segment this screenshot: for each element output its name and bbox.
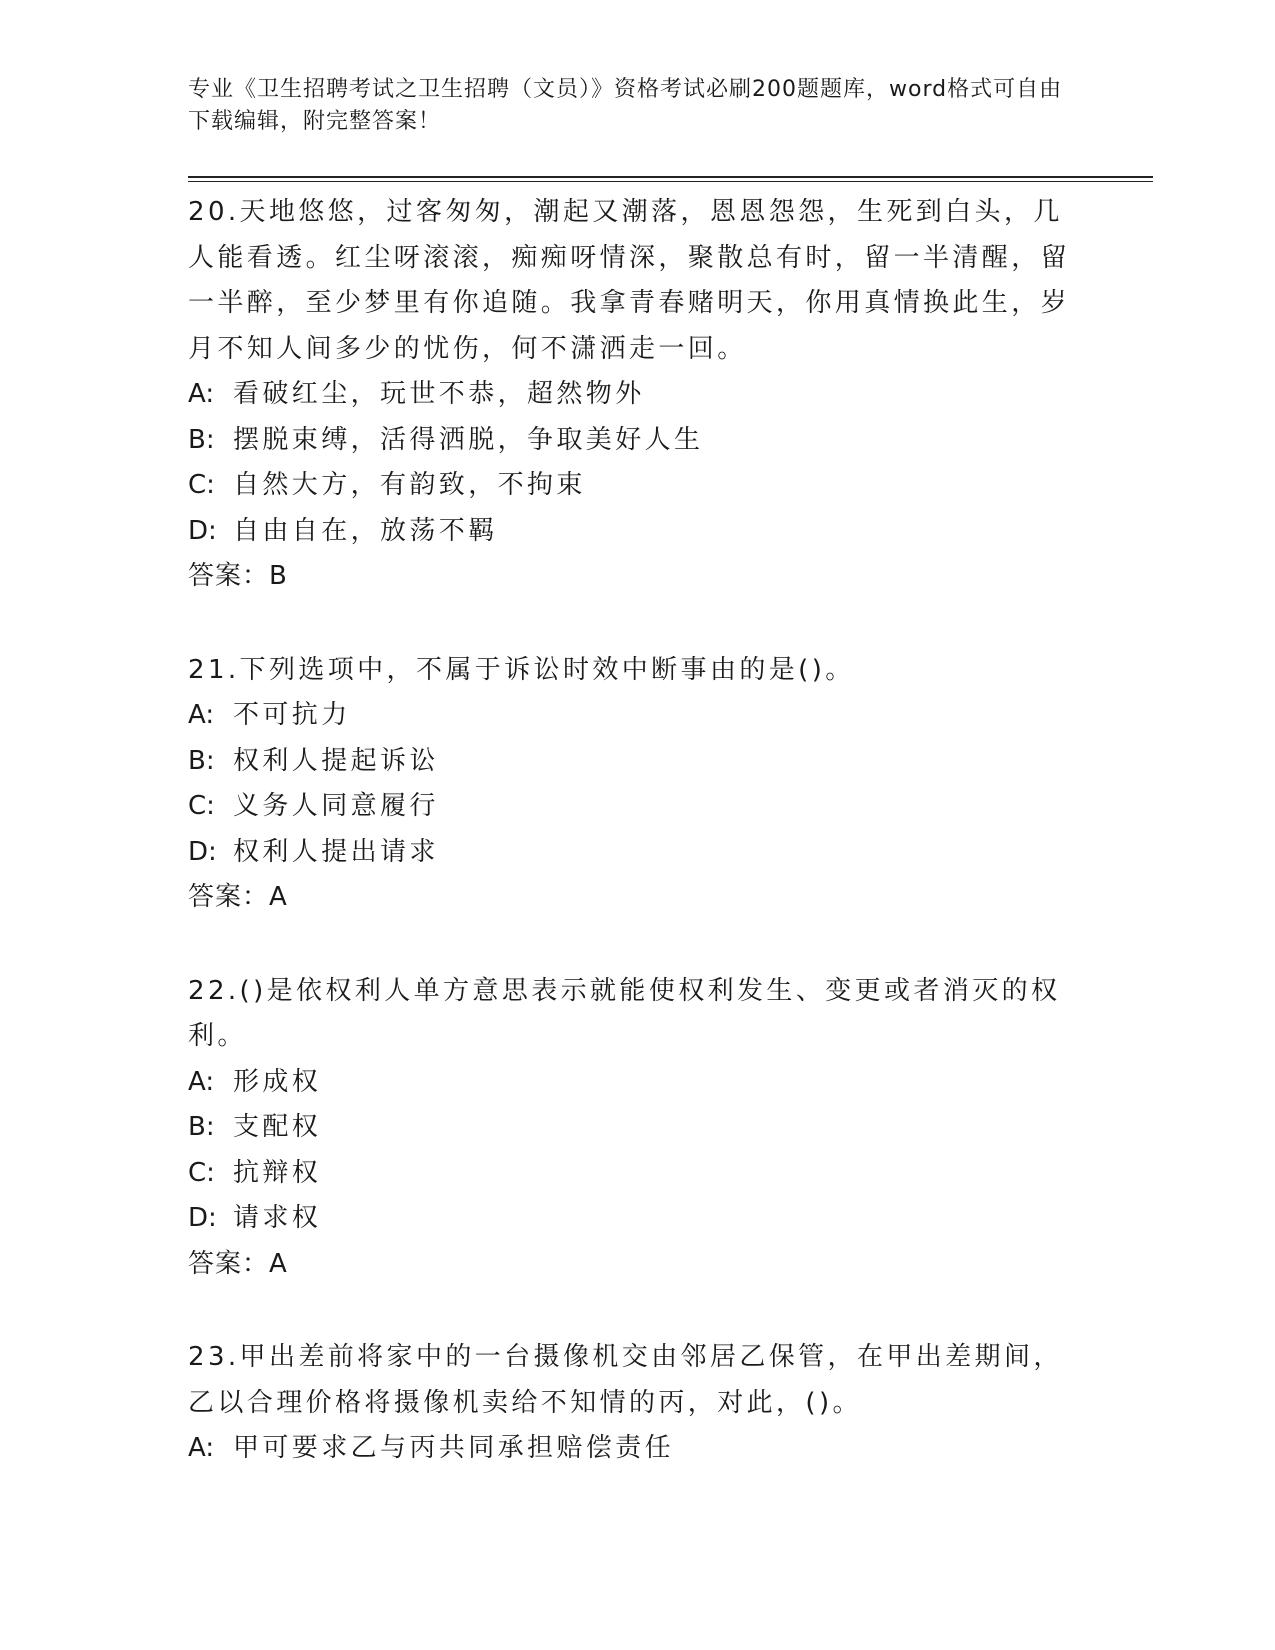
question-22 [188,969,1088,1288]
question-stem: 23.甲出差前将家中的一台摄像机交由邻居乙保管，在甲出差期间，乙以合理价格将摄像机卖给不知情的丙，对此，()。 [188,1342,1063,1418]
option-text: 甲可要求乙与丙共同承担赔偿责任 [233,1433,675,1463]
question-list [188,190,1088,1520]
document-header: 专业《卫生招聘考试之卫生招聘（文员）》资格考试必刷200题题库，word格式可自由下载编辑，附完整答案！ [188,77,1063,134]
option-a [188,1060,1088,1106]
option-key: C: [188,1157,215,1188]
option-c [188,463,1088,509]
option-b [188,418,1088,464]
header-divider-bottom [188,181,1153,182]
option-key: D: [188,515,217,546]
option-text: 摆脱束缚，活得洒脱，争取美好人生 [233,424,704,455]
option-key: B: [188,1112,215,1142]
option-c [188,784,1088,830]
question-21 [188,648,1088,921]
option-key: C: [188,470,215,500]
header-divider-top [188,176,1153,178]
option-text: 义务人同意履行 [233,791,439,821]
option-text: 权利人提起诉讼 [233,745,439,776]
option-c [188,1151,1088,1197]
option-d [188,509,1088,555]
question-20 [188,190,1088,600]
option-text: 支配权 [233,1112,322,1142]
option-text: 请求权 [233,1203,322,1233]
question-stem: 22.()是依权利人单方意思表示就能使权利发生、变更或者消灭的权利。 [188,975,1061,1051]
option-text: 权利人提出请求 [233,836,439,867]
option-d [188,830,1088,876]
option-a [188,693,1088,739]
answer-line: 答案：A [188,882,288,912]
question-23 [188,1335,1088,1472]
option-key: B: [188,424,215,455]
option-key: A: [188,379,215,409]
option-text: 看破红尘，玩世不恭，超然物外 [233,379,645,409]
option-b [188,1105,1088,1151]
question-stem: 20.天地悠悠，过客匆匆，潮起又潮落，恩恩怨怨，生死到白头，几人能看透。红尘呀滚滚，痴痴呀情深，聚散总有时，留一半清醒，留一半醉，至少梦里有你追随。我拿青春赌明天，你用真情换此生，岁月不知人间多少的忧伤，何不潇洒走一回。 [188,197,1071,364]
option-key: B: [188,745,215,776]
option-text: 不可抗力 [233,700,351,730]
answer-line: 答案：B [188,561,288,591]
option-key: A: [188,1433,215,1463]
option-text: 自由自在，放荡不羁 [233,515,498,546]
option-text: 形成权 [233,1066,322,1097]
option-key: D: [188,1203,217,1233]
option-key: D: [188,836,217,867]
option-b [188,739,1088,785]
option-text: 自然大方，有韵致，不拘束 [233,470,586,500]
option-key: A: [188,1066,215,1097]
answer-line: 答案：A [188,1248,288,1279]
option-key: A: [188,700,215,730]
question-stem: 21.下列选项中，不属于诉讼时效中断事由的是()。 [188,654,855,685]
option-a [188,372,1088,418]
option-key: C: [188,791,215,821]
option-d [188,1196,1088,1242]
option-a [188,1426,1088,1472]
option-text: 抗辩权 [233,1157,322,1188]
